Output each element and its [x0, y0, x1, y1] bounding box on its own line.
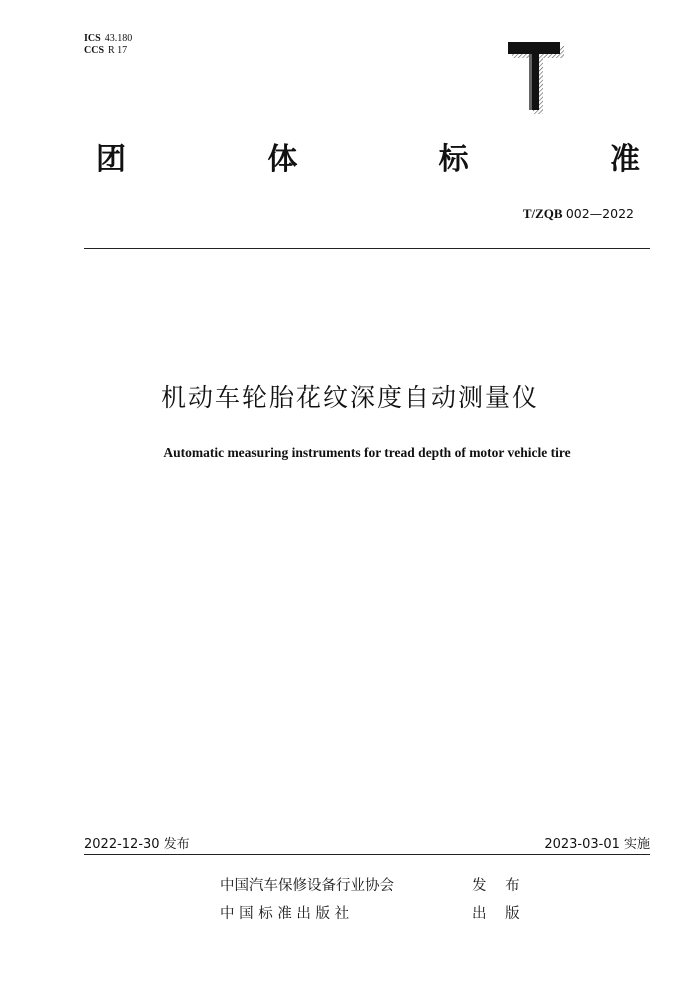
title-char-4: 准: [609, 142, 640, 177]
footer-divider: [84, 854, 650, 855]
effective-date: 2023-03-01 实施: [544, 837, 650, 852]
publishing-house: 中 国 标 准 出 版 社: [220, 906, 350, 922]
issuing-organization: 中国汽车保修设备行业协会: [220, 878, 394, 894]
ics-code: [84, 33, 132, 45]
publishing-role: 出 版: [472, 906, 527, 922]
classification-codes: [84, 33, 132, 57]
document-type-title: [96, 140, 640, 180]
english-title: Automatic measuring instruments for tread depth of motor vehicle tire: [163, 445, 571, 460]
ics-value: 43.180: [104, 33, 133, 44]
title-char-2: 体: [267, 142, 298, 177]
ccs-label: CCS: [84, 45, 105, 56]
standard-prefix: T/ZQB: [522, 206, 563, 221]
issue-date: 2022-12-30 发布: [84, 837, 190, 852]
publisher-row: [220, 876, 527, 896]
title-char-1: 团: [96, 142, 126, 177]
issuing-role: 发 布: [472, 878, 527, 894]
standard-code: 002—2022: [565, 206, 634, 221]
ccs-value: R 17: [108, 45, 128, 56]
standard-number: [523, 206, 634, 222]
t-standard-logo: [506, 40, 564, 114]
header-divider: [84, 248, 650, 249]
title-char-3: 标: [438, 142, 469, 177]
chinese-title: 机动车轮胎花纹深度自动测量仪: [160, 383, 539, 412]
ics-label: ICS: [84, 33, 101, 44]
ccs-code: [84, 45, 132, 57]
publisher-row: [220, 904, 527, 924]
